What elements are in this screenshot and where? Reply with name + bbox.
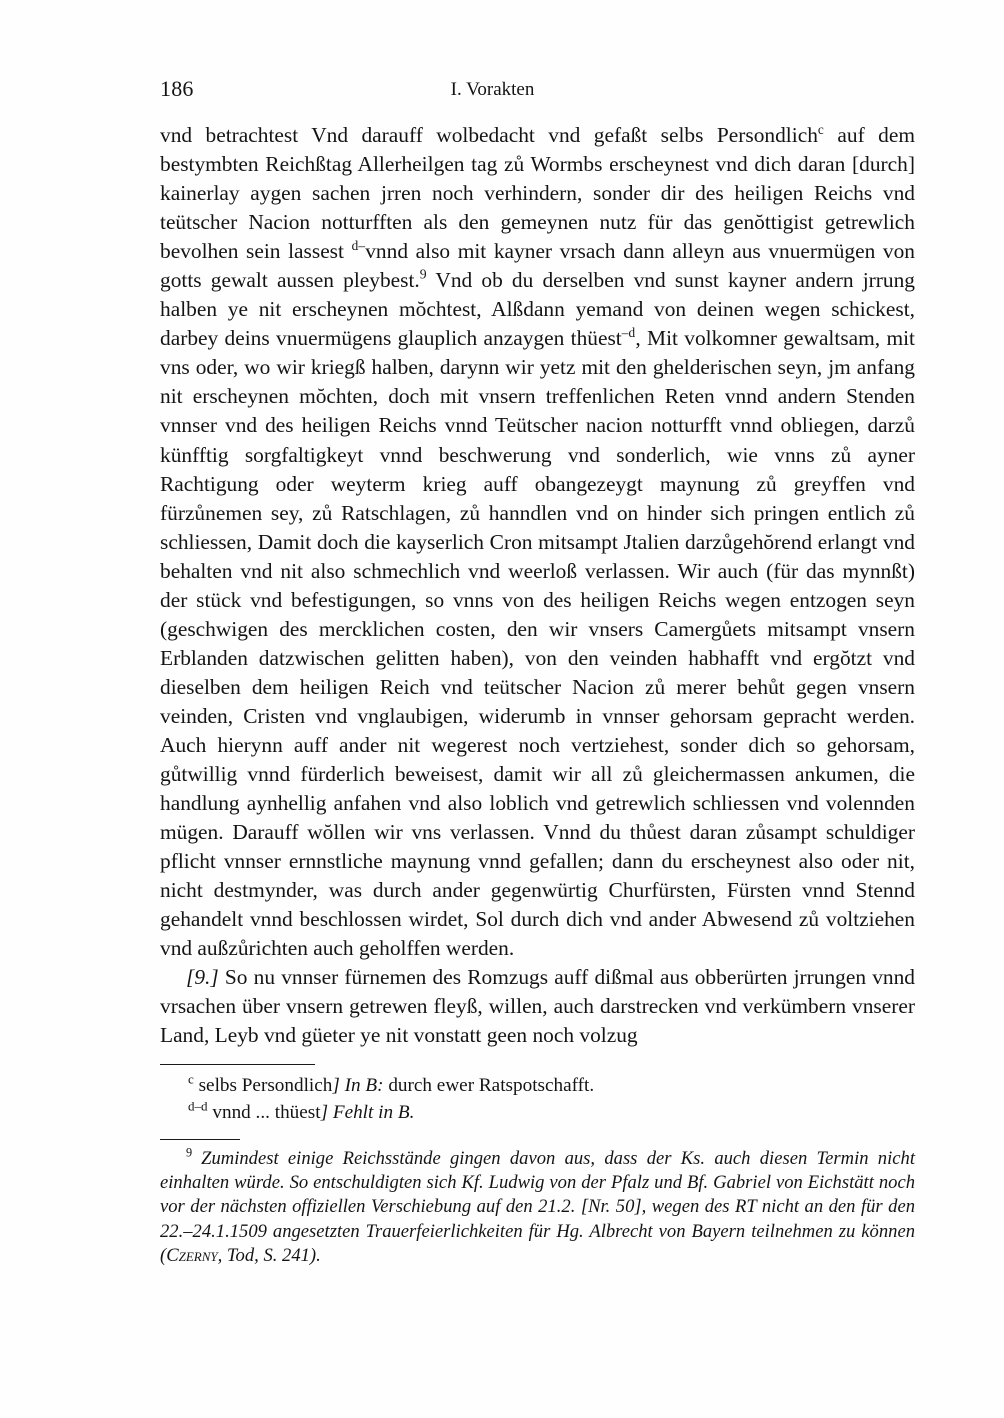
text-run: vnd betrachtest Vnd darauff wolbedacht vnd gefaßt selbs Persondlich	[160, 123, 818, 147]
footnote-citation-rest: , Tod, S. 241).	[217, 1244, 321, 1266]
apparatus-bracket: ]	[332, 1075, 340, 1096]
apparatus-criticus	[160, 1064, 915, 1126]
apparatus-marker: d–d	[188, 1098, 208, 1114]
main-paragraph	[160, 121, 915, 963]
text-run: Vnd ob du derselben vnd sunst kayner andern jrrung halben ye nit erscheynen mŏchtest, Alßdann yemand von deinen wegen schickest, darbey deins vnuermügens glauplich anzaygen thüest	[160, 268, 915, 351]
text-run: auf dem bestymbten Reichßtag Allerheilgen tag zů Wormbs erscheynest vnd dich daran [durch] kainerlay aygen sachen jrren noch verhindern, sonder dir des heiligen Reichs vnd teütscher Nacion notturfften als den gemeynen nutz für das genŏttigist getrewlich bevolhen sein lassest	[160, 123, 915, 264]
apparatus-rule	[160, 1064, 315, 1065]
apparatus-entry	[160, 1072, 915, 1099]
paragraph-9	[160, 963, 915, 1050]
page-number: 186	[160, 76, 194, 101]
footnote-entry	[160, 1147, 915, 1268]
text-run: vnnd also mit kayner vrsach dann alleyn aus vnuermügen von gotts gewalt aussen pleybest.	[160, 239, 915, 293]
footnote-citation-author: Czerny	[166, 1244, 218, 1266]
apparatus-entry	[160, 1099, 915, 1126]
body-text	[160, 121, 915, 1051]
apparatus-reading: durch ewer Ratspotschafft.	[383, 1075, 595, 1096]
footnote-text: Zumindest einige Reichsstände gingen davon aus, dass der Ks. auch diesen Termin nicht einhalten würde. So entschuldigten sich Kf. Ludwig von der Pfalz und Bf. Gabriel von Eichstätt noch vor der nächsten offiziellen Verschiebung auf den 21.2. [Nr. 50], wegen des RT nicht an den für den 22.–24.1.1509 angesetzten Trauerfeierlichkeiten für Hg. Albrecht von Bayern teilnehmen zu können (	[160, 1148, 915, 1266]
running-head	[160, 76, 915, 102]
apparatus-marker: c	[188, 1071, 194, 1087]
footnote-number: 9	[186, 1145, 193, 1160]
variant-marker[interactable]: –d	[621, 325, 636, 341]
apparatus-bracket: ]	[320, 1102, 329, 1123]
apparatus-lemma: vnnd ... thüest	[207, 1102, 321, 1123]
variant-marker[interactable]: c	[817, 121, 824, 137]
footnote-section	[160, 1139, 915, 1268]
text-run: , Mit volkomner gewaltsam, mit vns oder, wo wir kriegß halben, darynn wir yetz mit den ghelderischen seyn, jm anfang nit erscheynen mŏchten, doch mit vnsern treffenlichen Reten vnnd andern Stenden vnnser vnd des heiligen Reichs vnnd Teütscher nacion notturfft vnnd obliegen, darzů künfftig sorgfaltigkeyt vnnd beschwerung vnd sonderlich, wie vnns zů ayner Rachtigung oder weyterm krieg auff obangezeygt maynung zů greyffen vnd fürzůnemen sey, zů Ratschlagen, zů hanndlen vnd on hinder sich pringen entlich zů schliessen, Damit doch die kayserlich Cron mitsampt Jtalien darzůgehŏrend erlangt vnd behalten vnd nit also schmechlich vnd weerloß verlassen. Wir auch (für das mynnßt) der stück vnd befestigungen, so vnns von des heiligen Reichs wegen entzogen seyn (geschwigen des mercklichen costen, den wir vnsers Camergůets mitsampt vnsern Erblanden datzwischen gelitten haben), von den veinden habhafft vnd ergŏtzt vnd dieselben dem heiligen Reich vnd teütscher Nacion zů merer behůt gegen vnsern veinden, Cristen vnd vnglaubigen, widerumb in vnnser gehorsam gepracht werden. Auch hierynn auff ander nit wegerest noch vertziehest, sonder dich so gehorsam, gůtwillig vnnd fürderlich beweisest, damit wir all zů gleichermassen ankumen, die handlung aynhellig anfahen vnd also loblich vnd getrewlich schliessen vnd volennden mügen. Darauff wŏllen wir vns verlassen. Vnnd du thůest daran zůsampt schuldiger pflicht vnnser ernnstliche maynung vnnd gefallen; dann du erscheynest also oder nit, nicht destmynder, was durch ander gegenwürtig Churfürsten, Fürsten vnnd Stennd gehandelt vnnd beschlossen wirdet, Sol durch dich vnd ander Abwesend zů voltziehen vnd außzůrichten auch geholffen werden.	[160, 326, 915, 961]
running-title: I. Vorakten	[450, 79, 535, 100]
section-number: [9.]	[186, 965, 219, 990]
variant-marker[interactable]: d–	[351, 237, 366, 253]
footnote-marker[interactable]: 9	[419, 266, 427, 282]
apparatus-reading-italic: Fehlt in B.	[328, 1102, 415, 1123]
apparatus-reading-italic: In B:	[339, 1075, 384, 1096]
apparatus-lemma: selbs Persondlich	[193, 1075, 333, 1096]
footnote-rule	[160, 1139, 240, 1140]
text-run: So nu vnnser fürnemen des Romzugs auff dißmal aus obberürten jrrungen vnnd vrsachen über vnsern getrewen fleyß, willen, auch darstrecken vnd verkümbern vnserer Land, Leyb vnd güeter ye nit vonstatt geen noch volzug	[160, 965, 915, 1048]
